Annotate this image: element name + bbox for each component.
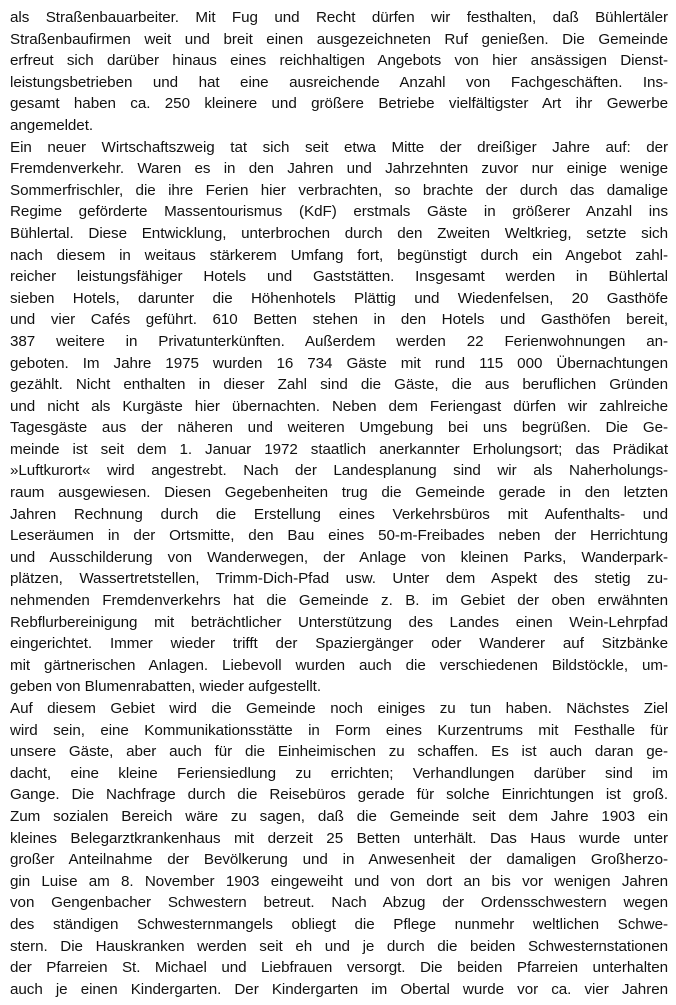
text-line: »Luftkurort« wird angestrebt. Nach der Landesplanung sind wir als Naherholungs- <box>10 462 668 480</box>
text-line: Sommerfrischler, die ihre Ferien hier verbrachten, so brachte der durch das damalige <box>10 181 668 199</box>
text-line: nach diesem in weitaus stärkerem Umfang fort, begünstigt durch ein Angebot zahl- <box>10 246 668 264</box>
text-line: als Straßenbauarbeiter. Mit Fug und Recht dürfen wir festhalten, daß Bühlertäler <box>10 9 668 26</box>
text-line: Zum sozialen Bereich wäre zu sagen, daß die Gemeinde seit dem Jahre 1903 ein <box>10 807 668 825</box>
paragraph-trade <box>10 7 668 137</box>
text-line: unsere Gäste, aber auch für die Einheimischen zu schaffen. Es ist auch daran ge- <box>10 743 668 761</box>
text-line: der Pfarreien St. Michael und Liebfrauen versorgt. Die beiden Pfarreien unterhalten <box>10 959 668 977</box>
text-line: und Ausschilderung von Wanderwegen, der Anlage von kleinen Parks, Wanderpark- <box>10 548 668 566</box>
text-line: des ständigen Schwesternmangels obliegt die Pflege nunmehr weltlichen Schwe- <box>10 915 668 933</box>
text-line: leistungsbetrieben und hat eine ausreichende Anzahl von Fachgeschäften. Ins- <box>10 73 668 91</box>
text-line: von Gengenbacher Schwestern betreut. Nach Abzug der Ordensschwestern wegen <box>10 894 668 912</box>
text-line: geben von Blumenrabatten, wieder aufgestellt. <box>10 678 321 696</box>
text-line: auch je einen Kindergarten. Der Kindergarten im Obertal wurde vor ca. vier Jahren <box>10 980 668 998</box>
text-line: raum ausgewiesen. Diesen Gegebenheiten trug die Gemeinde gerade in den letzten <box>10 484 668 502</box>
text-line: gesamt haben ca. 250 kleinere und größere Betriebe vielfältigster Art ihr Gewerbe <box>10 95 668 113</box>
text-line: sieben Hotels, darunter die Höhenhotels Plättig und Wiedenfelsen, 20 Gasthöfe <box>10 289 668 307</box>
text-line: Gange. Die Nachfrage durch die Reisebüros gerade für solche Einrichtungen ist groß. <box>10 786 668 804</box>
text-line: gin Luise am 8. November 1903 eingeweiht und von dort an bis vor wenigen Jahren <box>10 872 668 890</box>
text-line: kleines Belegarztkrankenhaus mit derzeit 25 Betten unterhält. Das Haus wurde unter <box>10 829 668 847</box>
text-line: großer Anteilnahme der Bevölkerung und in Anwesenheit der damaligen Großherzo- <box>10 851 668 869</box>
text-line: reicher leistungsfähiger Hotels und Gaststätten. Insgesamt werden in Bühlertal <box>10 268 668 286</box>
text-line: eingerichtet. Immer wieder trifft der Spaziergänger oder Wanderer auf Sitzbänke <box>10 635 668 653</box>
text-line: erfreut sich darüber hinaus eines reichhaltigen Angebots von hier ansässigen Dienst- <box>10 52 668 70</box>
text-line: wird sein, eine Kommunikationsstätte in Form eines Kurzentrums mit Festhalle für <box>10 721 668 739</box>
text-line: Jahren Rechnung durch die Erstellung eines Verkehrsbüros mit Aufenthalts- und <box>10 505 668 523</box>
text-line: Tagesgäste aus der näheren und weiteren Umgebung bei uns begrüßen. Die Ge- <box>10 419 668 437</box>
paragraph-plans-social <box>10 698 668 1000</box>
text-line: dacht, eine kleine Feriensiedlung zu errichten; Verhandlungen darüber sind im <box>10 764 668 782</box>
paragraph-tourism <box>10 137 668 698</box>
text-line: und vier Cafés geführt. 610 Betten stehen in den Hotels und Gasthöfen bereit, <box>10 311 668 329</box>
text-line: mit gärtnerischen Anlagen. Liebevoll wurden auch die verschiedenen Bildstöckle, um- <box>10 656 668 674</box>
text-line: meinde ist seit dem 1. Januar 1972 staatlich anerkannter Erholungsort; das Prädikat <box>10 440 668 458</box>
text-line: Auf diesem Gebiet wird die Gemeinde noch einiges zu tun haben. Nächstes Ziel <box>10 700 668 717</box>
text-line: nehmenden Fremdenverkehrs hat die Gemeinde z. B. im Gebiet der oben erwähnten <box>10 592 668 610</box>
text-line: stern. Die Hauskranken werden seit eh und je durch die beiden Schwesternstationen <box>10 937 668 955</box>
text-line: Regime geförderte Massentourismus (KdF) erstmals Gäste in größerer Anzahl ins <box>10 203 668 221</box>
text-line: Leseräumen in der Ortsmitte, den Bau eines 50-m-Freibades neben der Herrichtung <box>10 527 668 545</box>
text-line: angemeldet. <box>10 116 94 134</box>
text-line: gezählt. Nicht enthalten in dieser Zahl sind die Gäste, die aus beruflichen Gründen <box>10 376 668 394</box>
text-line: und nicht als Kurgäste hier übernachten. Neben dem Feriengast dürfen wir zahlreiche <box>10 397 668 415</box>
text-line: Bühlertal. Diese Entwicklung, unterbrochen durch den Zweiten Weltkrieg, setzte sich <box>10 224 668 242</box>
text-line: Straßenbaufirmen weit und breit einen ausgezeichneten Ruf genießen. Die Gemeinde <box>10 30 668 48</box>
text-line: Rebflurbereinigung mit beträchtlicher Unterstützung des Landes einen Wein-Lehrpfad <box>10 613 668 631</box>
text-line: Fremdenverkehr. Waren es in den Jahren und Jahrzehnten zuvor nur einige wenige <box>10 160 668 178</box>
text-line: Ein neuer Wirtschaftszweig tat sich seit etwa Mitte der dreißiger Jahre auf: der <box>10 138 668 156</box>
text-line: 387 weitere in Privatunterkünften. Außerdem werden 22 Ferienwohnungen an- <box>10 332 668 350</box>
text-line: plätzen, Wassertretstellen, Trimm-Dich-Pfad usw. Unter dem Aspekt des stetig zu- <box>10 570 668 588</box>
text-line: geboten. Im Jahre 1975 wurden 16 734 Gäste mit rund 115 000 Übernachtungen <box>10 354 668 372</box>
